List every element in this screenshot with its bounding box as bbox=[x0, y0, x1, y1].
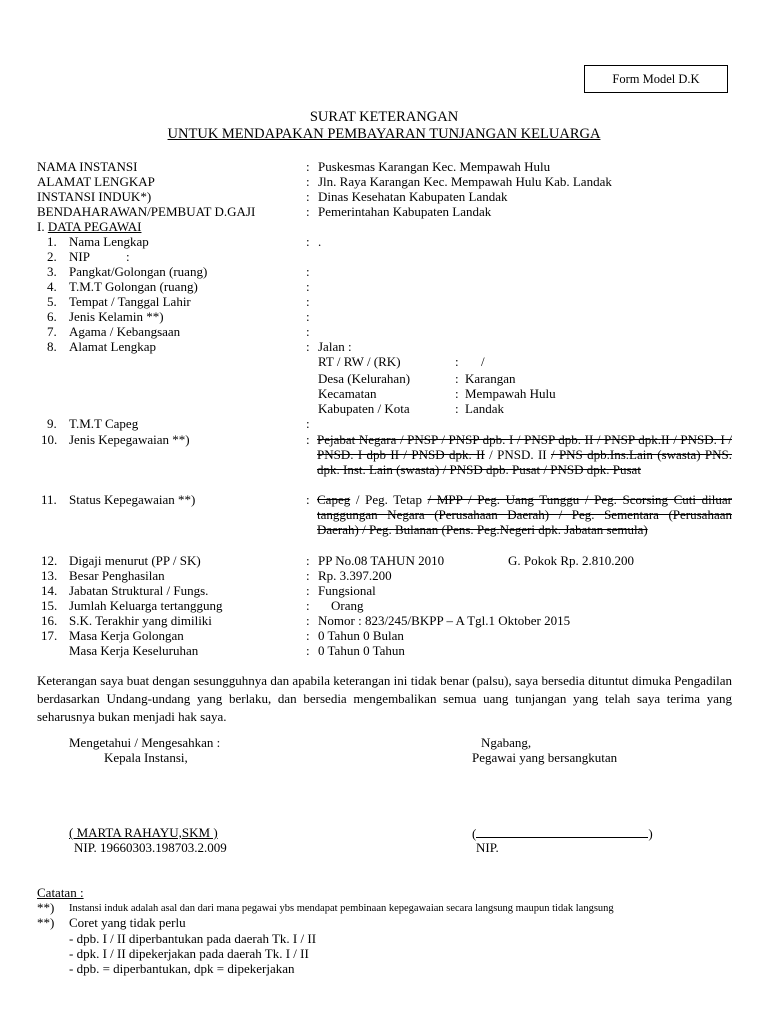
item-sep: : bbox=[306, 279, 310, 294]
item-sep: : bbox=[306, 234, 310, 249]
jenis-kepegawaian-selected: / PNSD. II bbox=[484, 447, 551, 462]
item-num: 7. bbox=[47, 324, 57, 339]
jenis-kepegawaian-options bbox=[317, 432, 732, 477]
item-num: 15. bbox=[41, 598, 58, 613]
note-bullet: - dpk. I / II dipekerjakan pada daerah Tk. I / II bbox=[69, 946, 309, 961]
item-num: 3. bbox=[47, 264, 57, 279]
header-sep: : bbox=[306, 189, 310, 204]
status-selected: / Peg. Tetap bbox=[350, 492, 428, 507]
address-value-desa: Karangan bbox=[465, 371, 516, 386]
header-value-bendahara: Pemerintahan Kabupaten Landak bbox=[318, 204, 492, 219]
item-num: 5. bbox=[47, 294, 57, 309]
doc-subtitle bbox=[0, 126, 768, 143]
header-value-instansi: Puskesmas Karangan Kec. Mempawah Hulu bbox=[318, 159, 551, 174]
item-num: 1. bbox=[47, 234, 57, 249]
header-sep: : bbox=[306, 204, 310, 219]
sign-left-nip: NIP. 19660303.198703.2.009 bbox=[74, 840, 227, 855]
header-sep: : bbox=[306, 159, 310, 174]
address-sep: : bbox=[455, 386, 459, 401]
item-num: 13. bbox=[41, 568, 58, 583]
sign-left-line1: Mengetahui / Mengesahkan : bbox=[69, 735, 221, 750]
section-prefix: I. bbox=[37, 219, 48, 234]
jenis-kepegawaian-struck: Pejabat Negara / PNSP / PNSP dpb. I / PNSP dpb. II / PNSP dpk.II / PNSD. I / PNSD. I dpb II / PNSD dpk. II bbox=[317, 432, 732, 462]
item-label-masa-golongan: Masa Kerja Golongan bbox=[69, 628, 184, 643]
form-model-box: Form Model D.K bbox=[584, 65, 728, 93]
item-value-nama: . bbox=[318, 234, 322, 249]
item-value-jalan: Jalan : bbox=[318, 339, 352, 354]
sign-right-nip: NIP. bbox=[476, 840, 499, 855]
item-label-jenis-kepegawaian: Jenis Kepegawaian **) bbox=[69, 432, 190, 447]
address-label-desa: Desa (Kelurahan) bbox=[318, 371, 411, 386]
item-sep: : bbox=[306, 598, 310, 613]
notes-title: Catatan : bbox=[37, 885, 84, 900]
status-struck: Capeg bbox=[317, 492, 351, 507]
doc-subtitle-text: UNTUK MENDAPAKAN PEMBAYARAN TUNJANGAN KELUARGA bbox=[167, 126, 601, 142]
header-label-bendahara: BENDAHARAWAN/PEMBUAT D.GAJI bbox=[37, 204, 256, 219]
item-sep: : bbox=[306, 416, 310, 431]
item-label-tmt-golongan: T.M.T Golongan (ruang) bbox=[69, 279, 198, 294]
item-value-keluarga: Orang bbox=[331, 598, 364, 613]
item-label-penghasilan: Besar Penghasilan bbox=[69, 568, 165, 583]
item-num: 8. bbox=[47, 339, 57, 354]
header-value-alamat: Jln. Raya Karangan Kec. Mempawah Hulu Kab. Landak bbox=[318, 174, 612, 189]
statement-paragraph: Keterangan saya buat dengan sesungguhnya dan apabila keterangan ini tidak benar (palsu), saya bersedia dituntut dimuka Pengadilan berdasarkan Undang-undang yang berlaku, dan bersedia mengembalikan semua uang tunjangan yang telah saya terima yang seharusnya bukan menjadi hak saya. bbox=[37, 673, 732, 724]
sign-right-open: ( bbox=[472, 826, 477, 841]
item-num: 10. bbox=[41, 432, 58, 447]
item-sep: : bbox=[306, 553, 310, 568]
item-num: 14. bbox=[41, 583, 58, 598]
sign-right-blank-line bbox=[476, 825, 648, 838]
item-value-jabatan: Fungsional bbox=[318, 583, 376, 598]
item-sep: : bbox=[306, 432, 310, 447]
item-sep: : bbox=[306, 294, 310, 309]
address-label-kabupaten: Kabupaten / Kota bbox=[318, 401, 410, 416]
item-label-alamat: Alamat Lengkap bbox=[69, 339, 156, 354]
item-sep: : bbox=[306, 628, 310, 643]
sign-left-name: ( MARTA RAHAYU,SKM ) bbox=[69, 825, 218, 840]
item-sep: : bbox=[306, 339, 310, 354]
section-title: DATA PEGAWAI bbox=[47, 219, 142, 234]
item-sep: : bbox=[306, 324, 310, 339]
item-sep: : bbox=[306, 492, 310, 507]
address-label-kecamatan: Kecamatan bbox=[318, 386, 377, 401]
item-label-tmt-capeg: T.M.T Capeg bbox=[69, 416, 139, 431]
header-sep: : bbox=[306, 174, 310, 189]
item-num: 12. bbox=[41, 553, 58, 568]
note1-text: Instansi induk adalah asal dan dari mana pegawai ybs mendapat pembinaan kepegawaian secara langsung maupun tidak langsung bbox=[69, 903, 614, 914]
sign-right-close: ) bbox=[648, 826, 653, 841]
item-num: 16. bbox=[41, 613, 58, 628]
jenis-kepegawaian-struck-tail: / PNS dpb.Ins.Lain (swasta) PNS. dpk. Inst. Lain (swasta) / PNSD dpb. Pusat / PNSD dpk. Pusat bbox=[317, 447, 732, 477]
section-heading bbox=[37, 219, 141, 234]
item-label-kelamin: Jenis Kelamin **) bbox=[69, 309, 164, 324]
address-value-rt: / bbox=[481, 354, 485, 369]
item-sep: : bbox=[306, 583, 310, 598]
note-bullet: - dpb. I / II diperbantukan pada daerah Tk. I / II bbox=[69, 931, 317, 946]
item-value-penghasilan: Rp. 3.397.200 bbox=[318, 568, 392, 583]
item-label-nama: Nama Lengkap bbox=[69, 234, 149, 249]
item-label-pangkat: Pangkat/Golongan (ruang) bbox=[69, 264, 208, 279]
address-sep: : bbox=[455, 354, 459, 369]
note1-marker: **) bbox=[37, 900, 55, 915]
status-kepegawaian-options bbox=[317, 492, 732, 537]
item-num: 17. bbox=[41, 628, 58, 643]
item-sep: : bbox=[306, 309, 310, 324]
item-num: 9. bbox=[47, 416, 57, 431]
address-value-kabupaten: Landak bbox=[465, 401, 504, 416]
item-value-digaji: PP No.08 TAHUN 2010 bbox=[318, 553, 445, 568]
item-value-masa-keseluruhan: 0 Tahun 0 Tahun bbox=[318, 643, 405, 658]
sign-right-line1: Ngabang, bbox=[481, 735, 532, 750]
sign-right-name bbox=[472, 825, 653, 841]
sign-left-line2: Kepala Instansi, bbox=[104, 750, 188, 765]
item-sep: : bbox=[306, 643, 310, 658]
item-sep: : bbox=[126, 249, 130, 264]
address-value-kecamatan: Mempawah Hulu bbox=[465, 386, 556, 401]
item-num: 2. bbox=[47, 249, 57, 264]
doc-title: SURAT KETERANGAN bbox=[309, 109, 459, 125]
item-num: 11. bbox=[41, 492, 57, 507]
item-label-nip: NIP bbox=[69, 249, 90, 264]
address-sep: : bbox=[455, 401, 459, 416]
item-sep: : bbox=[306, 568, 310, 583]
item-label-keluarga: Jumlah Keluarga tertanggung bbox=[69, 598, 223, 613]
header-value-induk: Dinas Kesehatan Kabupaten Landak bbox=[318, 189, 508, 204]
item-value-masa-golongan: 0 Tahun 0 Bulan bbox=[318, 628, 404, 643]
item-label-sk: S.K. Terakhir yang dimiliki bbox=[69, 613, 212, 628]
item-label-digaji: Digaji menurut (PP / SK) bbox=[69, 553, 201, 568]
item-sep: : bbox=[306, 613, 310, 628]
item-label-masa-keseluruhan: Masa Kerja Keseluruhan bbox=[69, 643, 199, 658]
note2-text: Coret yang tidak perlu bbox=[69, 915, 186, 930]
address-label-rt: RT / RW / (RK) bbox=[318, 354, 401, 369]
address-sep: : bbox=[455, 371, 459, 386]
header-label-alamat: ALAMAT LENGKAP bbox=[37, 174, 155, 189]
header-label-instansi: NAMA INSTANSI bbox=[37, 159, 138, 174]
status-struck-tail: / MPP / Peg. Uang Tunggu / Peg. Scorsing Cuti diluar tanggungan Negara (Perusahaan Daerah) / Peg. Sementara (Perusahaan Daerah) / Peg. Bulanan (Pens. Peg.Negeri dpk. Jabatan semula) bbox=[317, 492, 732, 537]
item-value-gaji-pokok: G. Pokok Rp. 2.810.200 bbox=[508, 553, 635, 568]
item-label-jabatan: Jabatan Struktural / Fungs. bbox=[69, 583, 209, 598]
item-num: 4. bbox=[47, 279, 57, 294]
note2-marker: **) bbox=[37, 915, 55, 930]
item-label-status: Status Kepegawaian **) bbox=[69, 492, 196, 507]
note-bullet: - dpb. = diperbantukan, dpk = dipekerjakan bbox=[69, 961, 295, 976]
header-label-induk: INSTANSI INDUK*) bbox=[37, 189, 152, 204]
item-value-sk: Nomor : 823/245/BKPP – A Tgl.1 Oktober 2015 bbox=[318, 613, 571, 628]
item-sep: : bbox=[306, 264, 310, 279]
item-label-ttl: Tempat / Tanggal Lahir bbox=[69, 294, 191, 309]
sign-right-line2: Pegawai yang bersangkutan bbox=[472, 750, 618, 765]
item-label-agama: Agama / Kebangsaan bbox=[69, 324, 181, 339]
item-num: 6. bbox=[47, 309, 57, 324]
